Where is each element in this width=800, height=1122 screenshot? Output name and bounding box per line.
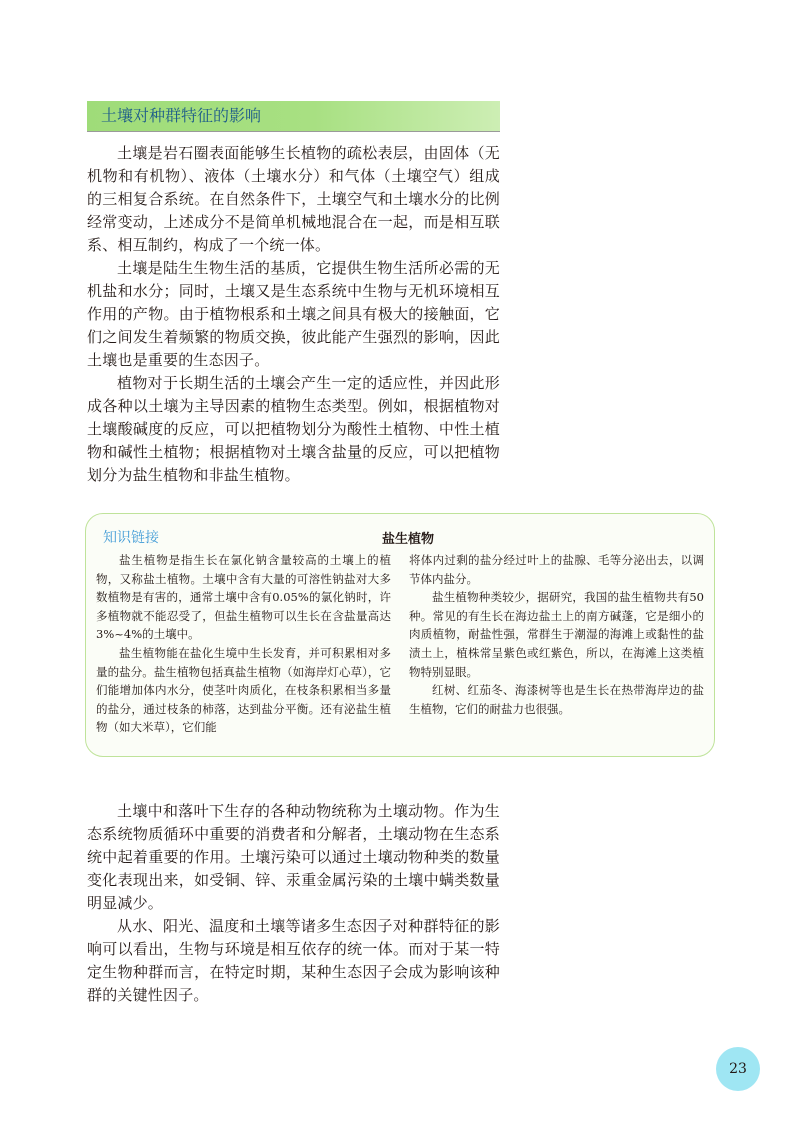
section-title: 土壤对种群特征的影响 [101, 106, 262, 125]
section-header-bar [87, 101, 500, 131]
box-paragraph-continued: 将体内过剩的盐分经过叶上的盐腺、毛等分泌出去，以调节体内盐分。 [409, 553, 704, 586]
paragraph: 从水、阳光、温度和土壤等诸多生态因子对种群特征的影响可以看出，生物与环境是相互依存的统一体。而对于某一特定生物种群而言，在特定时期，某种生态因子会成为影响该种群的关键性因子。 [87, 917, 500, 1004]
main-text-lower [87, 800, 500, 1007]
main-text-upper [87, 142, 500, 487]
knowledge-link-tag: 知识链接 [103, 530, 159, 546]
paragraph: 土壤中和落叶下生存的各种动物统称为土壤动物。作为生态系统物质循环中重要的消费者和分解者，土壤动物在生态系统中起着重要的作用。土壤污染可以通过土壤动物种类的数量变化表现出来，如受铜、锌、汞重金属污染的土壤中螨类数量明显减少。 [87, 802, 500, 912]
paragraph: 土壤是岩石圈表面能够生长植物的疏松表层，由固体（无机物和有机物）、液体（土壤水分）和气体（土壤空气）组成的三相复合系统。在自然条件下，土壤空气和土壤水分的比例经常变动，上述成分不是简单机械地混合在一起，而是相互联系、相互制约，构成了一个统一体。 [87, 144, 500, 254]
knowledge-box-title: 盐生植物 [381, 532, 434, 547]
box-paragraph: 盐生植物种类较少，据研究，我国的盐生植物共有50种。常见的有生长在海边盐土上的南方碱蓬，它是细小的肉质植物，耐盐性强，常群生于潮湿的海滩上或黏性的盐渍土上，植株常呈紫色或红紫色，所以，在海滩上这类植物特别显眼。 [409, 590, 704, 679]
box-paragraph: 盐生植物能在盐化生境中生长发育，并可积累相对多量的盐分。盐生植物包括真盐生植物（如海岸灯心草），它们能增加体内水分，使茎叶肉质化，在枝条积累相当多量的盐分，通过枝条的柿落，达到盐分平衡。还有泌盐生植物（如大米草），它们能 [96, 645, 391, 735]
knowledge-box-right-column [409, 551, 704, 718]
knowledge-link-box [85, 513, 715, 757]
paragraph: 土壤是陆生生物生活的基质，它提供生物生活所必需的无机盐和水分；同时，土壤又是生态系统中生物与无机环境相互作用的产物。由于植物根系和土壤之间具有极大的接触面，它们之间发生着频繁的物质交换，彼此能产生强烈的影响，因此土壤也是重要的生态因子。 [87, 259, 500, 369]
header-divider [87, 131, 500, 132]
box-paragraph: 盐生植物是指生长在氯化钠含量较高的土壤上的植物，又称盐土植物。土壤中含有大量的可溶性钠盐对大多数植物是有害的，通常土壤中含有0.05%的氯化钠时，许多植物就不能忍受了，但盐生植物可以生长在含盐量高达3%~4%的土壤中。 [96, 553, 391, 642]
box-paragraph: 红树、红茄冬、海漆树等也是生长在热带海岸边的盐生植物，它们的耐盐力也很强。 [409, 683, 704, 716]
page-number-badge [716, 1047, 760, 1091]
page-number: 23 [729, 1061, 747, 1077]
knowledge-box-left-column [96, 551, 391, 737]
paragraph: 植物对于长期生活的土壤会产生一定的适应性，并因此形成各种以土壤为主导因素的植物生态类型。例如，根据植物对土壤酸碱度的反应，可以把植物划分为酸性土植物、中性土植物和碱性土植物；根据植物对土壤含盐量的反应，可以把植物划分为盐生植物和非盐生植物。 [87, 374, 500, 484]
